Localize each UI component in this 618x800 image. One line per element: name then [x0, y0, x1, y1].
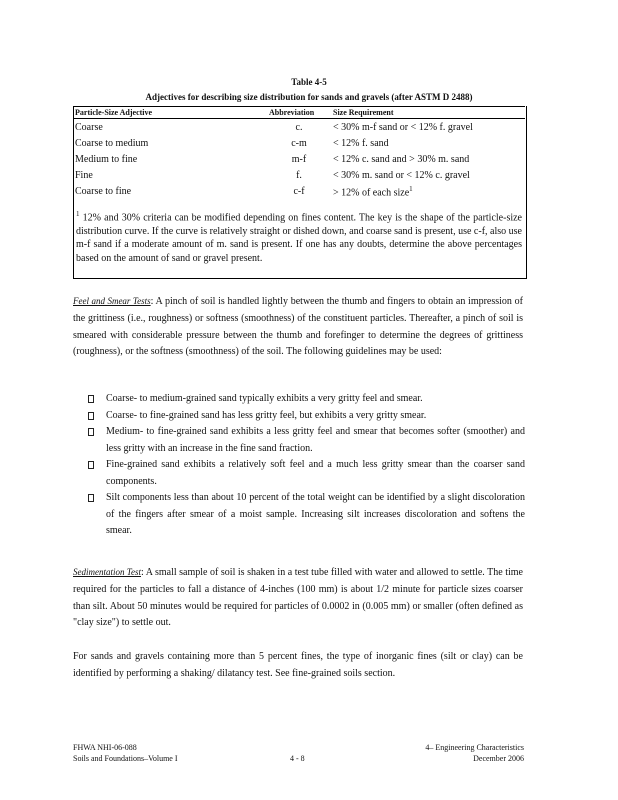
footnote-text: 12% and 30% criteria can be modified depending on fines content. The key is the shape of the particle-size distribution curve. If the curve is relatively straight or dished down, and coarse sand is present, use c-f, also use m-f sand if a moderate amount of m. sand is present. If one has any doubts, determine the above percentages based on the amount of sand or gravel present. [76, 212, 522, 264]
cell-abbreviation: m-f [291, 153, 307, 165]
sedimentation-paragraph [73, 564, 523, 632]
list-item [88, 424, 525, 457]
footer-left [73, 742, 178, 764]
footnote-mark: 1 [76, 210, 80, 218]
guideline-text: Medium- to fine-grained sand exhibits a less gritty feel and smear that becomes softer (smoother) and less gritty with an increase in the fine sand fraction. [106, 426, 525, 454]
footer-right [398, 742, 524, 764]
bullet-box-icon [88, 412, 94, 420]
guideline-text: Fine-grained sand exhibits a relatively soft feel and a much less gritty smear than the coarser sand components. [106, 459, 525, 487]
list-item [88, 408, 525, 425]
cell-size-requirement: < 30% m. sand or < 12% c. gravel [333, 169, 470, 181]
cell-abbreviation: c-f [293, 186, 305, 198]
table-header-row [73, 107, 525, 119]
list-item [88, 457, 525, 490]
footer-manual-title: Soils and Foundations–Volume I [73, 754, 178, 763]
header-adjective: Particle-Size Adjective [73, 107, 267, 119]
table-row [73, 151, 525, 167]
feel-smear-paragraph [73, 293, 523, 361]
table-footnote [76, 208, 522, 265]
feel-smear-text: : A pinch of soil is handled lightly between the thumb and fingers to obtain an impression of the grittiness (i.e., roughness) or softness (smoothness) of the constituent particles. Thereafter, a pinch of soil is smeared with considerable pressure between the thumb and forefinger to determine the degrees of grittiness (roughness), or the softness (smoothness) of the soil. The following guidelines may be used: [73, 296, 523, 358]
cell-adjective: Coarse to fine [75, 186, 132, 198]
bullet-box-icon [88, 428, 94, 436]
cell-abbreviation: c. [295, 121, 303, 133]
footer-publication-id: FHWA NHI-06-088 [73, 743, 137, 752]
list-item [88, 391, 525, 408]
cell-abbreviation: c-m [291, 137, 307, 149]
requirement-text: > 12% of each size [333, 187, 410, 199]
footer-date: December 2006 [473, 754, 524, 763]
cell-size-requirement: < 30% m-f sand or < 12% f. gravel [333, 121, 473, 133]
bullet-box-icon [88, 395, 94, 403]
cell-size-requirement [331, 183, 525, 200]
list-item [88, 490, 525, 540]
table-caption: Adjectives for describing size distribution for sands and gravels (after ASTM D 2488) [145, 92, 473, 102]
cell-adjective: Medium to fine [75, 153, 138, 165]
bullet-box-icon [88, 461, 94, 469]
table-row [73, 167, 525, 183]
size-adjective-table [73, 106, 525, 200]
footer-chapter: 4– Engineering Characteristics [425, 743, 524, 752]
header-size-requirement: Size Requirement [331, 107, 525, 119]
header-abbreviation: Abbreviation [267, 107, 331, 119]
guideline-text: Silt components less than about 10 percent of the total weight can be identified by a slight discoloration of the fingers after smear of a moist sample. Increasing silt increases discoloration and softens the smear. [106, 492, 525, 536]
table-row [73, 183, 525, 200]
feel-smear-heading: Feel and Smear Tests [73, 296, 151, 306]
bullet-box-icon [88, 494, 94, 502]
cell-abbreviation: f. [296, 169, 302, 181]
guidelines-list [88, 391, 525, 540]
guideline-text: Coarse- to medium-grained sand typically exhibits a very gritty feel and smear. [106, 393, 423, 404]
page-number: 4 - 8 [290, 754, 305, 763]
guideline-text: Coarse- to fine-grained sand has less gritty feel, but exhibits a very gritty smear. [106, 409, 427, 421]
cell-size-requirement: < 12% f. sand [333, 137, 389, 149]
table-title: Table 4-5 [291, 77, 327, 87]
footnote-reference: 1 [409, 185, 413, 193]
cell-size-requirement: < 12% c. sand and > 30% m. sand [333, 153, 470, 165]
sedimentation-heading: Sedimentation Test [73, 567, 141, 577]
closing-paragraph: For sands and gravels containing more than 5 percent fines, the type of inorganic fines (silt or clay) can be identified by performing a shaking/ dilatancy test. See fine-grained soils section. [73, 651, 523, 679]
table-row [73, 119, 525, 136]
sedimentation-text: : A small sample of soil is shaken in a test tube filled with water and allowed to settle. The time required for the particles to fall a distance of 4-inches (100 mm) is about 1/2 minute for particle sizes coarser than silt. About 50 minutes would be required for particles of 0.0002 in (0.005 mm) or smaller (often defined as "clay size") to settle out. [73, 567, 523, 629]
cell-adjective: Coarse to medium [75, 137, 149, 149]
cell-adjective: Fine [75, 169, 93, 181]
cell-adjective: Coarse [75, 121, 103, 133]
table-row [73, 135, 525, 151]
